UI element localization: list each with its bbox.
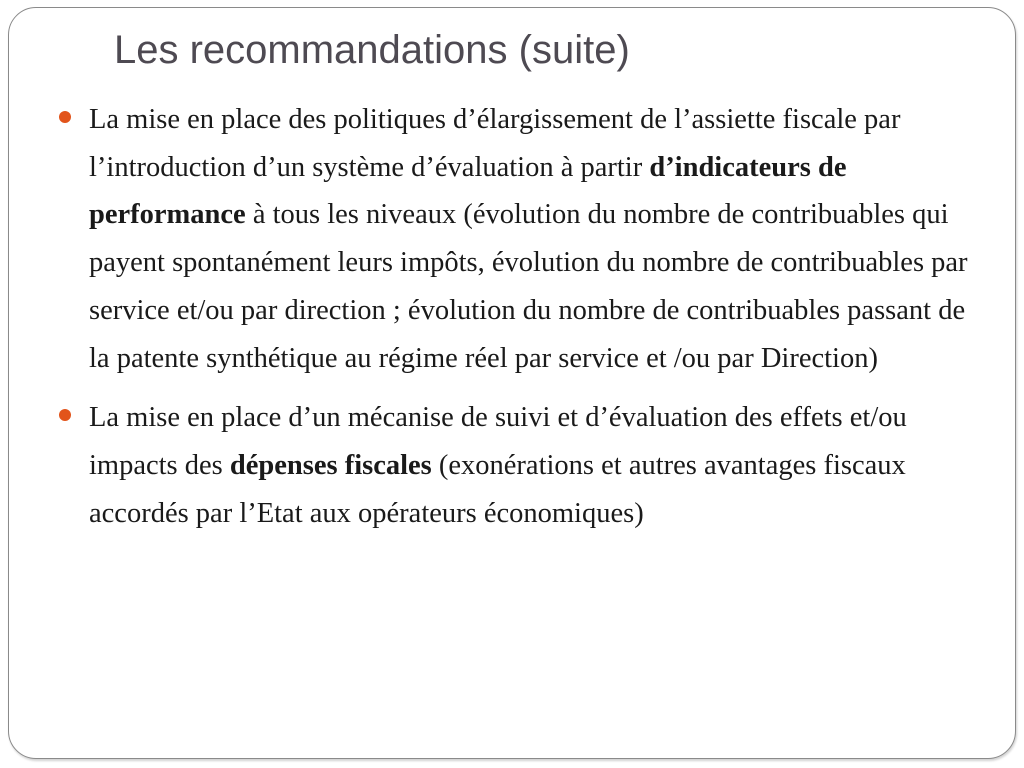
bullet-list: [58, 96, 978, 549]
bullet-item-1: [58, 96, 978, 382]
bullet-text-after: (exonérations et autres avantages fiscaux accordés par l’Etat aux opérateurs économiques): [89, 449, 906, 529]
bullet-text-before: La mise en place des politiques d’élargissement de l’assiette fiscale par l’introduction d’un système d’évaluation à partir: [89, 104, 901, 183]
bullet-dot-icon: [59, 409, 71, 421]
bullet-text: [89, 402, 907, 528]
slide-title: Les recommandations (suite): [114, 28, 630, 72]
bullet-text-bold: d’indicateurs de performance: [89, 151, 847, 231]
bullet-dot-icon: [59, 111, 71, 123]
bullet-item-2: [58, 394, 978, 537]
bullet-text-before: La mise en place d’un mécanise de suivi et d’évaluation des effets et/ou impacts des: [89, 402, 907, 481]
bullet-text-after: à tous les niveaux (évolution du nombre de contribuables qui payent spontanément leurs impôts, évolution du nombre de contribuables par service et/ou par direction ; évolution du nombre de contribuables passant de la patente synthétique au régime réel par service et /ou par Direction): [89, 199, 968, 374]
bullet-text: [89, 104, 968, 374]
bullet-text-bold: dépenses fiscales: [229, 449, 432, 481]
